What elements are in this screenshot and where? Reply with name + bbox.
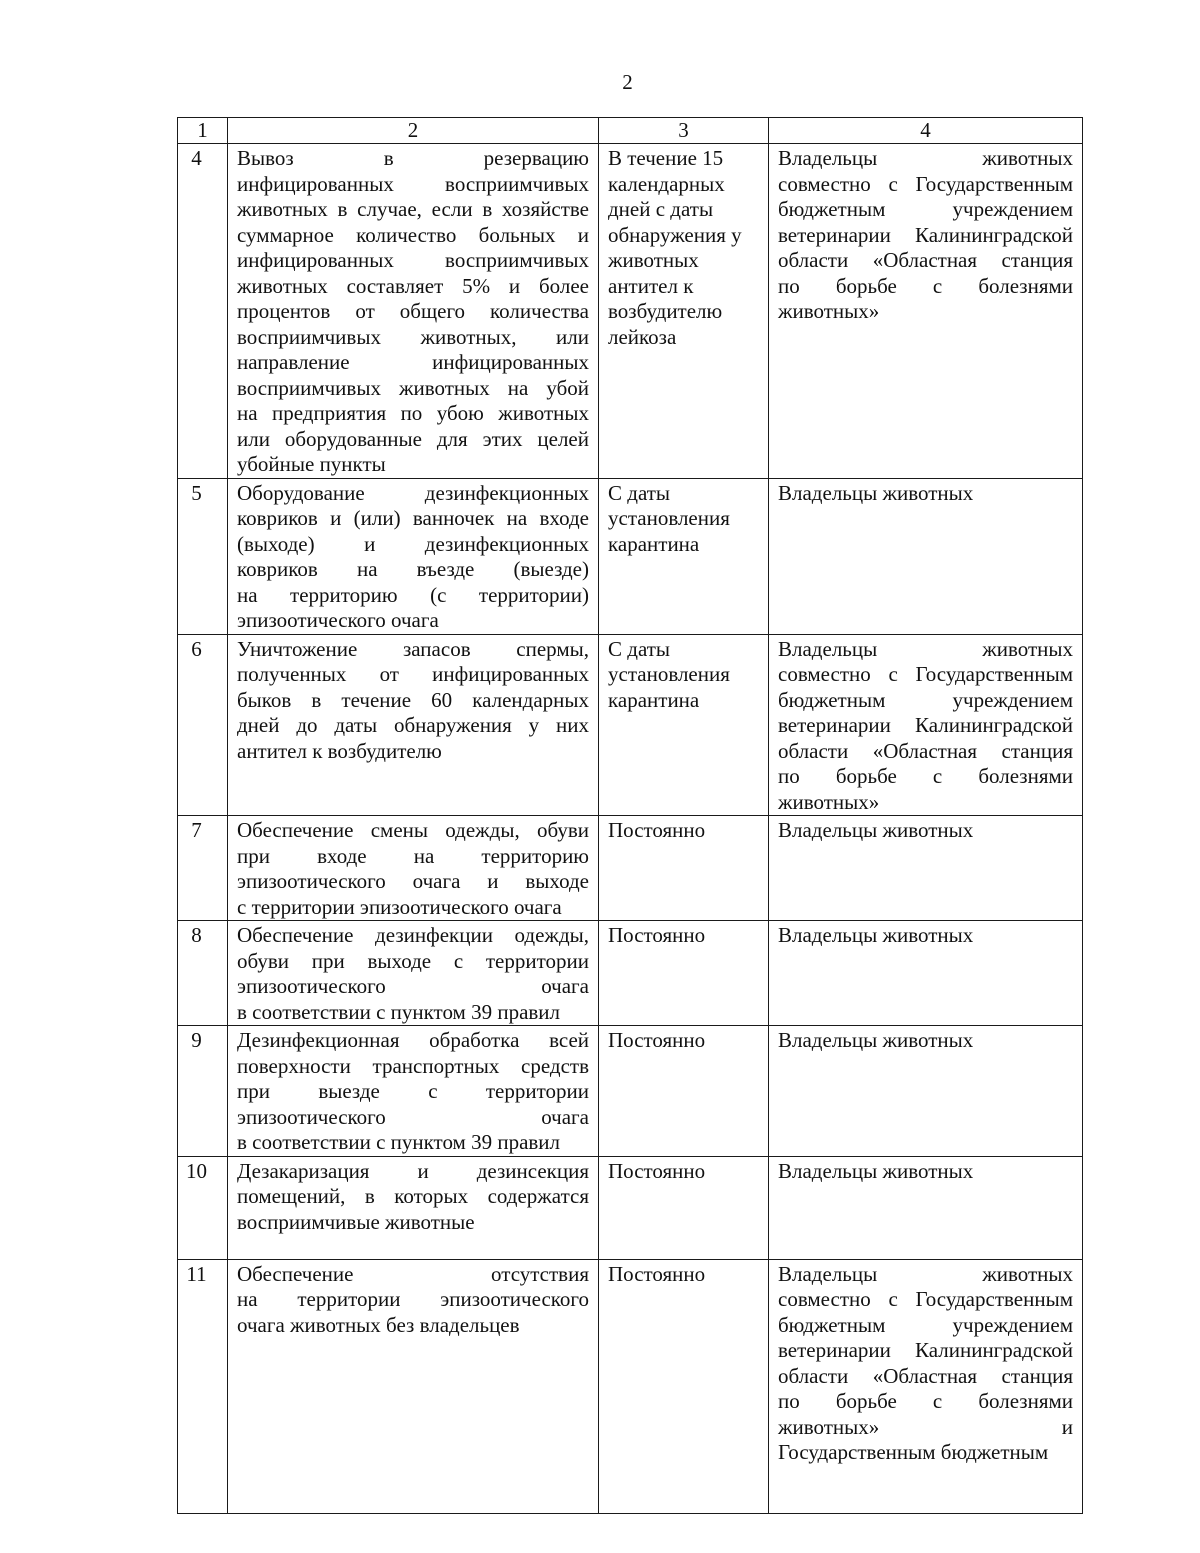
term-cell-line: животных xyxy=(608,248,699,272)
responsible-cell xyxy=(769,816,1083,921)
term-cell xyxy=(599,634,769,816)
measure-cell-line: на территорию (с территории) xyxy=(237,582,589,607)
term-cell-line: лейкоза xyxy=(608,324,677,349)
responsible-cell-line: области «Областная станция xyxy=(778,1363,1073,1388)
term-cell-line: Постоянно xyxy=(608,923,706,947)
term-cell xyxy=(599,816,769,921)
table-row xyxy=(178,921,1083,1026)
measure-cell-line: восприимчивых животных, или xyxy=(237,324,589,349)
measure-cell-line: или оборудованные для этих целей xyxy=(237,426,589,451)
responsible-cell-line: по борьбе с болезнями xyxy=(778,273,1073,298)
term-cell-line: дней с даты xyxy=(608,197,714,221)
responsible-cell-line: ветеринарии Калининградской xyxy=(778,222,1073,247)
responsible-cell-line: бюджетным учреждением xyxy=(778,1312,1073,1337)
measure-cell-line: на территории эпизоотического xyxy=(237,1287,589,1311)
term-cell-line: Постоянно xyxy=(608,1261,706,1286)
responsible-cell-line: совместно с Государственным xyxy=(778,171,1073,196)
measures-table xyxy=(177,117,1083,1514)
responsible-cell-line: Владельцы животных xyxy=(778,146,1073,170)
header-cell-3: 3 xyxy=(599,118,769,144)
term-cell-line: В течение 15 xyxy=(608,146,724,170)
responsible-cell-line: ветеринарии Калининградской xyxy=(778,713,1073,737)
measure-cell-line: при выезде с территории xyxy=(237,1079,589,1103)
row-number-text: 9 xyxy=(191,1028,202,1052)
measure-cell-line: Обеспечение дезинфекции одежды, xyxy=(237,923,589,947)
term-cell-line: Постоянно xyxy=(608,1028,706,1052)
term-cell-line: обнаружения у xyxy=(608,222,742,247)
measure-cell-line: убойные пункты xyxy=(237,452,386,476)
term-cell-line: С даты xyxy=(608,480,671,505)
measure-cell-line: Оборудование дезинфекционных xyxy=(237,480,589,505)
measure-cell-line: процентов от общего количества xyxy=(237,299,589,323)
measure-cell-line: инфицированных восприимчивых xyxy=(237,171,589,196)
row-number-text: 4 xyxy=(191,146,202,170)
page-number: 2 xyxy=(622,70,633,94)
responsible-cell-line: Государственным бюджетным xyxy=(778,1440,1049,1464)
header-cell-4: 4 xyxy=(769,118,1083,144)
row-number xyxy=(178,816,228,921)
measure-cell-line: на предприятия по убою животных xyxy=(237,401,589,425)
measure-cell-line: эпизоотического очага xyxy=(237,974,589,998)
row-number-text: 6 xyxy=(191,636,202,661)
measure-cell xyxy=(228,921,599,1026)
measure-cell-line: Обеспечение отсутствия xyxy=(237,1261,589,1286)
measure-cell-line: очага животных без владельцев xyxy=(237,1312,520,1337)
term-cell xyxy=(599,1156,769,1259)
responsible-cell xyxy=(769,1259,1083,1513)
measure-cell-line: Уничтожение запасов спермы, xyxy=(237,636,589,661)
row-number xyxy=(178,1026,228,1157)
term-cell-line: Постоянно xyxy=(608,1158,706,1183)
measure-cell-line: помещений, в которых содержатся xyxy=(237,1184,589,1208)
measure-cell-line: животных составляет 5% и более xyxy=(237,273,589,298)
responsible-cell xyxy=(769,634,1083,816)
measure-cell-line: восприимчивых животных на убой xyxy=(237,375,589,400)
term-cell-line: карантина xyxy=(608,531,700,556)
term-cell xyxy=(599,1026,769,1157)
measure-cell-line: (выходе) и дезинфекционных xyxy=(237,531,589,556)
responsible-cell-line: совместно с Государственным xyxy=(778,662,1073,686)
responsible-cell xyxy=(769,1026,1083,1157)
measure-cell-line: обуви при выходе с территории xyxy=(237,948,589,973)
responsible-cell-line: области «Областная станция xyxy=(778,738,1073,763)
measure-cell-line: ковриков и (или) ванночек на входе xyxy=(237,506,589,530)
measure-cell-line: эпизоотического очага xyxy=(237,1104,589,1129)
responsible-cell-line: ветеринарии Калининградской xyxy=(778,1338,1073,1362)
term-cell-line: календарных xyxy=(608,171,725,196)
responsible-cell-line: Владельцы животных xyxy=(778,636,1073,661)
responsible-cell-line: Владельцы животных xyxy=(778,480,974,505)
measure-cell-line: эпизоотического очага и выходе xyxy=(237,869,589,893)
responsible-cell-line: бюджетным учреждением xyxy=(778,687,1073,712)
responsible-cell-line: Владельцы животных xyxy=(778,923,974,947)
responsible-cell-line: области «Областная станция xyxy=(778,248,1073,272)
responsible-cell xyxy=(769,144,1083,479)
table-row xyxy=(178,1026,1083,1157)
responsible-cell-line: животных» и xyxy=(778,1414,1073,1439)
table-row xyxy=(178,634,1083,816)
measure-cell-line: ковриков на въезде (выезде) xyxy=(237,557,589,581)
measure-cell xyxy=(228,634,599,816)
row-number xyxy=(178,1156,228,1259)
measure-cell-line: в соответствии с пунктом 39 правил xyxy=(237,1130,561,1154)
measure-cell-line: в соответствии с пунктом 39 правил xyxy=(237,999,561,1024)
measure-cell xyxy=(228,478,599,634)
responsible-cell xyxy=(769,921,1083,1026)
measure-cell-line: Дезакаризация и дезинсекция xyxy=(237,1158,589,1183)
row-number xyxy=(178,921,228,1026)
responsible-cell-line: животных» xyxy=(778,299,880,323)
measure-cell-line: поверхности транспортных средств xyxy=(237,1053,589,1078)
row-number-text: 10 xyxy=(186,1158,207,1183)
responsible-cell-line: по борьбе с болезнями xyxy=(778,1389,1073,1413)
responsible-cell-line: бюджетным учреждением xyxy=(778,197,1073,221)
row-number-text: 5 xyxy=(191,480,202,505)
term-cell-line: антител к xyxy=(608,273,694,298)
responsible-cell xyxy=(769,1156,1083,1259)
row-number xyxy=(178,478,228,634)
measure-cell-line: животных в случае, если в хозяйстве xyxy=(237,197,589,221)
term-cell xyxy=(599,478,769,634)
term-cell-line: установления xyxy=(608,506,730,530)
responsible-cell-line: Владельцы животных xyxy=(778,1158,974,1183)
measure-cell-line: полученных от инфицированных xyxy=(237,662,589,686)
term-cell xyxy=(599,921,769,1026)
term-cell-line: карантина xyxy=(608,687,700,712)
measure-cell-line: с территории эпизоотического очага xyxy=(237,894,562,919)
table-row xyxy=(178,816,1083,921)
measure-cell-line: восприимчивые животные xyxy=(237,1209,475,1234)
term-cell-line: Постоянно xyxy=(608,818,706,842)
table-row xyxy=(178,144,1083,479)
responsible-cell-line: Владельцы животных xyxy=(778,818,974,842)
measure-cell-line: направление инфицированных xyxy=(237,350,589,374)
header-cell-1: 1 xyxy=(178,118,228,144)
row-number xyxy=(178,1259,228,1513)
header-cell-2: 2 xyxy=(228,118,599,144)
row-number-text: 8 xyxy=(191,923,202,947)
responsible-cell xyxy=(769,478,1083,634)
measure-cell-line: Дезинфекционная обработка всей xyxy=(237,1028,589,1052)
measure-cell-line: антител к возбудителю xyxy=(237,738,442,763)
measure-cell-line: эпизоотического очага xyxy=(237,608,439,632)
measure-cell xyxy=(228,144,599,479)
term-cell-line: установления xyxy=(608,662,730,686)
term-cell xyxy=(599,144,769,479)
measure-cell-line: инфицированных восприимчивых xyxy=(237,248,589,272)
responsible-cell-line: животных» xyxy=(778,789,880,814)
measure-cell-line: Обеспечение смены одежды, обуви xyxy=(237,818,589,842)
measure-cell-line: суммарное количество больных и xyxy=(237,222,589,247)
row-number-text: 7 xyxy=(191,818,202,842)
table-row xyxy=(178,1259,1083,1513)
responsible-cell-line: совместно с Государственным xyxy=(778,1287,1073,1311)
row-number xyxy=(178,634,228,816)
term-cell-line: С даты xyxy=(608,636,671,661)
measure-cell-line: при входе на территорию xyxy=(237,843,589,868)
responsible-cell-line: Владельцы животных xyxy=(778,1261,1073,1286)
measure-cell xyxy=(228,1259,599,1513)
term-cell-line: возбудителю xyxy=(608,299,723,323)
measure-cell xyxy=(228,816,599,921)
table-header-row xyxy=(178,118,1083,144)
measure-cell xyxy=(228,1026,599,1157)
responsible-cell-line: Владельцы животных xyxy=(778,1028,974,1052)
measure-cell-line: быков в течение 60 календарных xyxy=(237,687,589,712)
table-body xyxy=(178,118,1083,1514)
responsible-cell-line: по борьбе с болезнями xyxy=(778,764,1073,788)
row-number-text: 11 xyxy=(186,1261,207,1286)
measure-cell-line: Вывоз в резервацию xyxy=(237,146,589,170)
measure-cell xyxy=(228,1156,599,1259)
row-number xyxy=(178,144,228,479)
table-row xyxy=(178,478,1083,634)
table-row xyxy=(178,1156,1083,1259)
measure-cell-line: дней до даты обнаружения у них xyxy=(237,713,589,737)
term-cell xyxy=(599,1259,769,1513)
